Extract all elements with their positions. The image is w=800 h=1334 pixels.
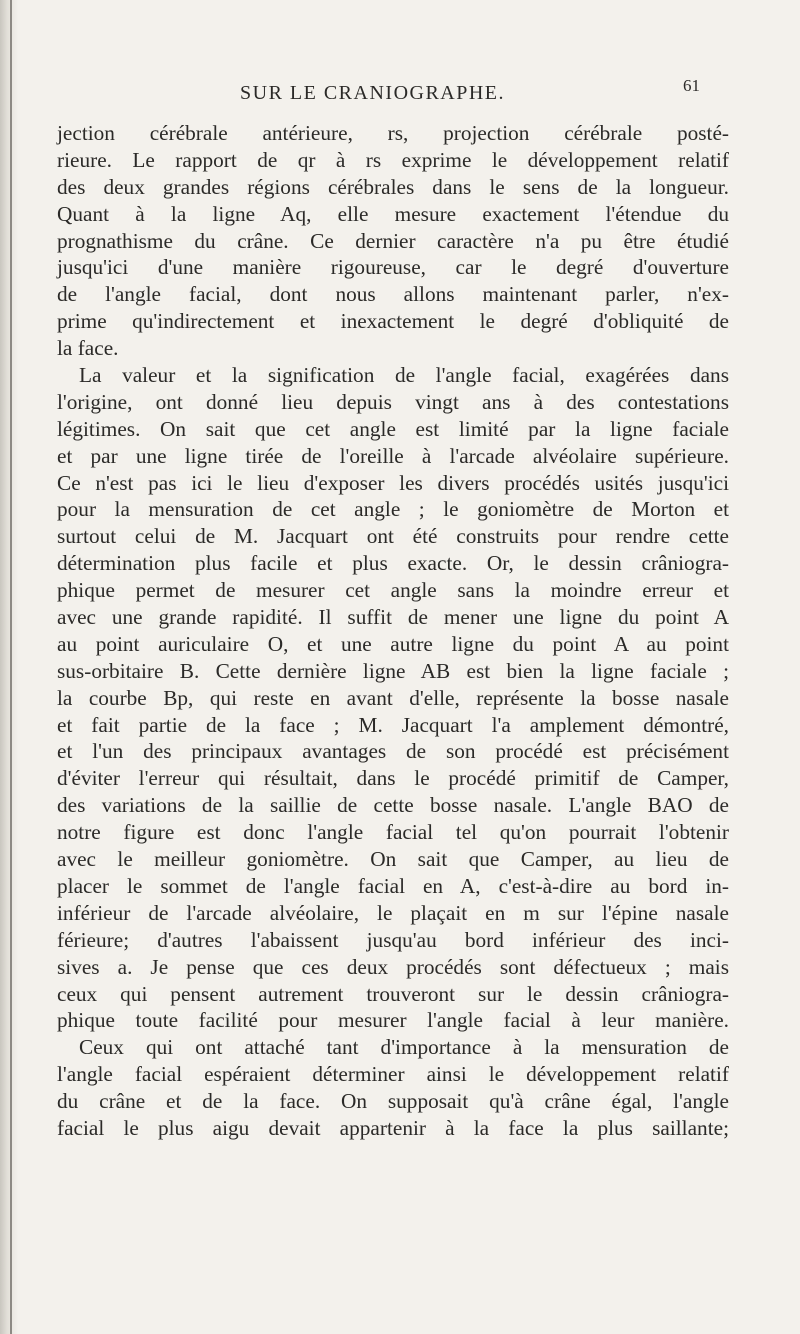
text-line: pour la mensuration de cet angle ; le goniomètre de Morton et — [57, 497, 729, 522]
text-line: l'origine, ont donné lieu depuis vingt ans à des contestations — [57, 389, 729, 414]
text-line: la face. — [57, 336, 119, 361]
text-line: légitimes. On sait que cet angle est limité par la ligne faciale — [57, 416, 729, 441]
text-line: et fait partie de la face ; M. Jacquart l'a amplement démontré, — [57, 712, 729, 737]
text-line: et par une ligne tirée de l'oreille à l'arcade alvéolaire supérieure. — [57, 443, 729, 468]
text-line: des deux grandes régions cérébrales dans le sens de la longueur. — [57, 174, 729, 199]
text-line: Ce n'est pas ici le lieu d'exposer les divers procédés usités jusqu'ici — [57, 470, 729, 495]
text-line: jection cérébrale antérieure, rs, projection cérébrale posté- — [57, 121, 729, 145]
text-line: surtout celui de M. Jacquart ont été construits pour rendre cette — [57, 524, 729, 549]
text-line: de l'angle facial, dont nous allons maintenant parler, n'ex- — [57, 282, 729, 307]
text-line: au point auriculaire O, et une autre ligne du point A au point — [57, 631, 729, 656]
text-line: Ceux qui ont attaché tant d'importance à la mensuration de — [79, 1035, 729, 1060]
text-line: La valeur et la signification de l'angle facial, exagérées dans — [79, 363, 729, 388]
text-line: et l'un des principaux avantages de son procédé est précisément — [57, 739, 729, 764]
text-line: du crâne et de la face. On supposait qu'à crâne égal, l'angle — [57, 1089, 729, 1114]
text-line: ceux qui pensent autrement trouveront sur le dessin crâniogra- — [57, 981, 729, 1006]
text-line: férieure; d'autres l'abaissent jusqu'au bord inférieur des inci- — [57, 927, 729, 952]
text-line: facial le plus aigu devait appartenir à la face la plus saillante; — [57, 1115, 729, 1140]
text-line: sives a. Je pense que ces deux procédés sont défectueux ; mais — [57, 954, 729, 979]
page-number: 61 — [683, 76, 700, 95]
text-line: détermination plus facile et plus exacte. Or, le dessin crâniogra- — [57, 551, 729, 576]
text-line: inférieur de l'arcade alvéolaire, le plaçait en m sur l'épine nasale — [57, 900, 729, 925]
running-title: SUR LE CRANIOGRAPHE. — [240, 82, 506, 104]
body-text — [57, 120, 729, 1142]
text-line: rieure. Le rapport de qr à rs exprime le développement relatif — [57, 147, 729, 172]
text-line: prognathisme du crâne. Ce dernier caractère n'a pu être étudié — [57, 228, 729, 253]
text-line: sus-orbitaire B. Cette dernière ligne AB est bien la ligne faciale ; — [57, 658, 729, 683]
text-line: avec le meilleur goniomètre. On sait que Camper, au lieu de — [57, 847, 729, 872]
text-line: Quant à la ligne Aq, elle mesure exactement l'étendue du — [57, 201, 729, 226]
text-line: l'angle facial espéraient déterminer ainsi le développement relatif — [57, 1062, 729, 1087]
text-line: des variations de la saillie de cette bosse nasale. L'angle BAO de — [57, 793, 729, 818]
text-line: d'éviter l'erreur qui résultait, dans le procédé primitif de Camper, — [57, 766, 729, 791]
text-line: jusqu'ici d'une manière rigoureuse, car le degré d'ouverture — [57, 255, 729, 280]
text-line: phique permet de mesurer cet angle sans la moindre erreur et — [57, 578, 729, 603]
text-line: placer le sommet de l'angle facial en A, c'est-à-dire au bord in- — [57, 873, 729, 898]
text-line: la courbe Bp, qui reste en avant d'elle, représente la bosse nasale — [57, 685, 729, 710]
text-line: notre figure est donc l'angle facial tel qu'on pourrait l'obtenir — [57, 820, 729, 845]
text-line: avec une grande rapidité. Il suffit de mener une ligne du point A — [57, 605, 729, 630]
text-line: prime qu'indirectement et inexactement le degré d'obliquité de — [57, 309, 729, 334]
text-line: phique toute facilité pour mesurer l'angle facial à leur manière. — [57, 1008, 729, 1033]
